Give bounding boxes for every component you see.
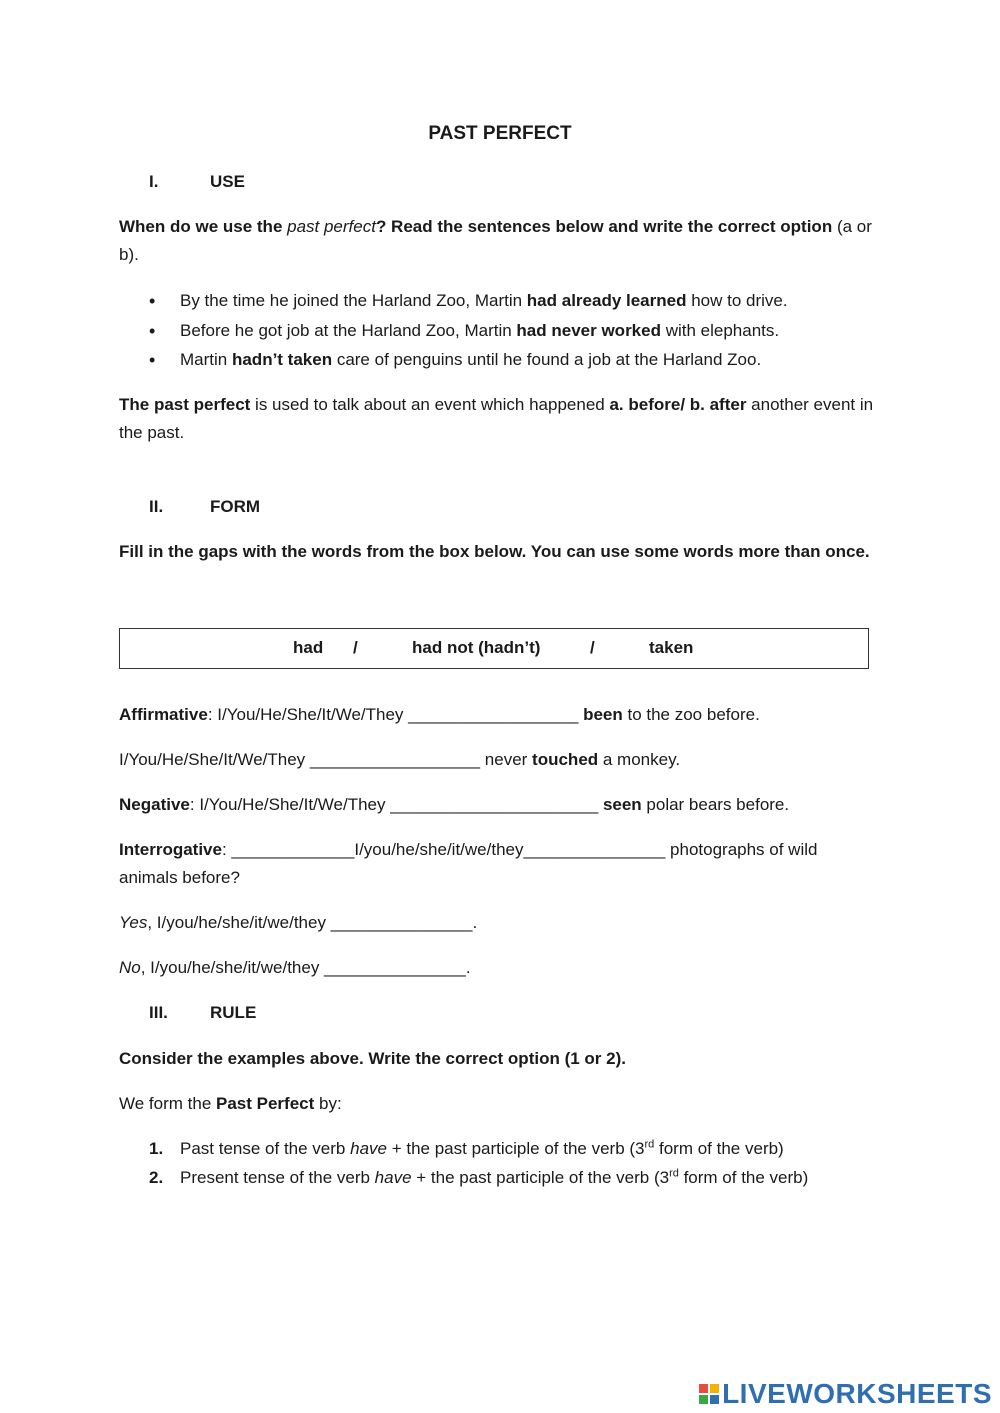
list-item: 1. Past tense of the verb have + the past participle of the verb (3rd form of the verb) <box>149 1138 784 1158</box>
list-item: • Martin hadn’t taken care of penguins until he found a job at the Harland Zoo. <box>119 346 879 376</box>
rule-intro: We form the Past Perfect by: <box>119 1094 342 1113</box>
word-box-separator: / <box>590 638 595 657</box>
section-use-heading <box>149 168 245 196</box>
word-box-item: taken <box>649 638 694 657</box>
section-title: FORM <box>210 497 261 516</box>
logo-text: LIVEWORKSHEETS <box>722 1378 992 1409</box>
example-sentences <box>119 287 879 376</box>
word-box-item: had not (hadn’t) <box>412 638 541 657</box>
section-number: II. <box>149 497 164 516</box>
affirmative-never-line: I/You/He/She/It/We/They __________________ never touched a monkey. <box>119 750 681 769</box>
section-form-heading <box>149 493 260 521</box>
word-box <box>119 628 869 669</box>
use-conclusion: The past perfect is used to talk about an event which happened a. before/ b. after another event in the past. <box>119 395 874 442</box>
liveworksheets-logo <box>699 1379 992 1409</box>
use-question <box>119 213 879 269</box>
rule-options <box>119 1135 899 1192</box>
rule-instruction: Consider the examples above. Write the correct option (1 or 2). <box>119 1049 626 1068</box>
section-title: RULE <box>210 1003 257 1022</box>
negative-line: Negative: I/You/He/She/It/We/They ______________________ seen polar bears before. <box>119 795 790 814</box>
form-instruction: Fill in the gaps with the words from the box below. You can use some words more than once. <box>119 542 870 561</box>
affirmative-line: Affirmative: I/You/He/She/It/We/They __________________ been to the zoo before. <box>119 705 760 724</box>
section-number: III. <box>149 1003 168 1022</box>
section-rule-heading <box>149 999 256 1027</box>
list-item: • By the time he joined the Harland Zoo, Martin had already learned how to drive. <box>119 287 879 317</box>
list-item: 2. Present tense of the verb have + the past participle of the verb (3rd form of the verb) <box>149 1166 809 1187</box>
list-item: • Before he got job at the Harland Zoo, Martin had never worked with elephants. <box>119 317 879 347</box>
question-term: past perfect <box>287 217 376 236</box>
question-text: ? Read the sentences below and write the correct option <box>375 217 833 236</box>
page-title: PAST PERFECT <box>428 123 572 144</box>
section-title: USE <box>210 172 245 191</box>
interrogative-line: Interrogative: _____________I/you/he/she/it/we/they_______________ photographs of wild animals before? <box>119 840 818 887</box>
yes-answer-line: Yes, I/you/he/she/it/we/they _______________. <box>119 913 478 932</box>
word-box-separator: / <box>353 638 358 657</box>
question-text: When do we use the <box>119 217 288 236</box>
question-options: (a or b). <box>119 217 872 264</box>
no-answer-line: No, I/you/he/she/it/we/they _______________. <box>119 958 471 977</box>
logo-icon <box>699 1384 719 1404</box>
section-number: I. <box>149 172 159 191</box>
word-box-item: had <box>293 638 324 657</box>
